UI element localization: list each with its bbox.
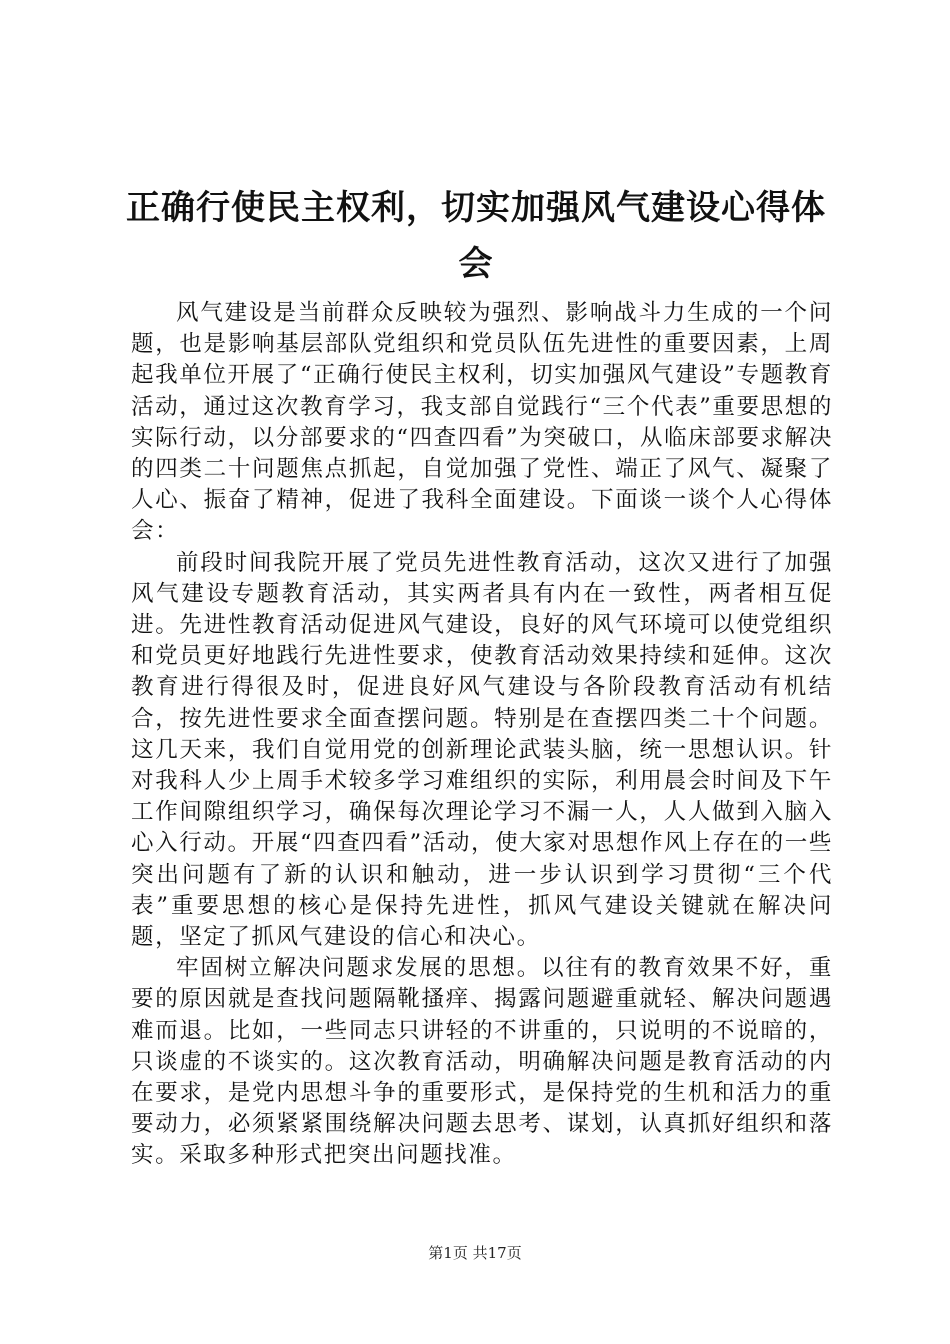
document-title: 正确行使民主权利，切实加强风气建设心得体会 — [126, 188, 826, 284]
paragraph-3: 牢固树立解决问题求发展的思想。以往有的教育效果不好，重要的原因就是查找问题隔靴搔痒、揭露问题避重就轻、解决问题遇难而退。比如，一些同志只讲轻的不讲重的，只说明的不说暗的，只谈虚的不谈实的。这次教育活动，明确解决问题是教育活动的内在要求，是党内思想斗争的重要形式，是保持党的生机和活力的重要动力，必须紧紧围绕解决问题去思考、谋划，认真抓好组织和落实。采取多种形式把突出问题找准。 — [131, 955, 833, 1169]
document-body — [131, 298, 833, 1172]
page-footer: 第1页 共17页 — [428, 1244, 522, 1262]
paragraph-2: 前段时间我院开展了党员先进性教育活动，这次又进行了加强风气建设专题教育活动，其实两者具有内在一致性，两者相互促进。先进性教育活动促进风气建设，良好的风气环境可以使党组织和党员更好地践行先进性要求，使教育活动效果持续和延伸。这次教育进行得很及时，促进良好风气建设与各阶段教育活动有机结合，按先进性要求全面查摆问题。特别是在查摆四类二十个问题。这几天来，我们自觉用党的创新理论武装头脑，统一思想认识。针对我科人少上周手术较多学习难组织的实际，利用晨会时间及下午工作间隙组织学习，确保每次理论学习不漏一人，人人做到入脑入心入行动。开展“四查四看”活动，使大家对思想作风上存在的一些突出问题有了新的认识和触动，进一步认识到学习贯彻“三个代表”重要思想的核心是保持先进性，抓风气建设关键就在解决问题，坚定了抓风气建设的信心和决心。 — [131, 549, 833, 951]
paragraph-1: 风气建设是当前群众反映较为强烈、影响战斗力生成的一个问题，也是影响基层部队党组织和党员队伍先进性的重要因素，上周起我单位开展了“正确行使民主权利，切实加强风气建设”专题教育活动，通过这次教育学习，我支部自觉践行“三个代表”重要思想的实际行动，以分部要求的“四查四看”为突破口，从临床部要求解决的四类二十问题焦点抓起，自觉加强了党性、端正了风气、凝聚了人心、振奋了精神，促进了我科全面建设。下面谈一谈个人心得体会： — [131, 300, 833, 545]
